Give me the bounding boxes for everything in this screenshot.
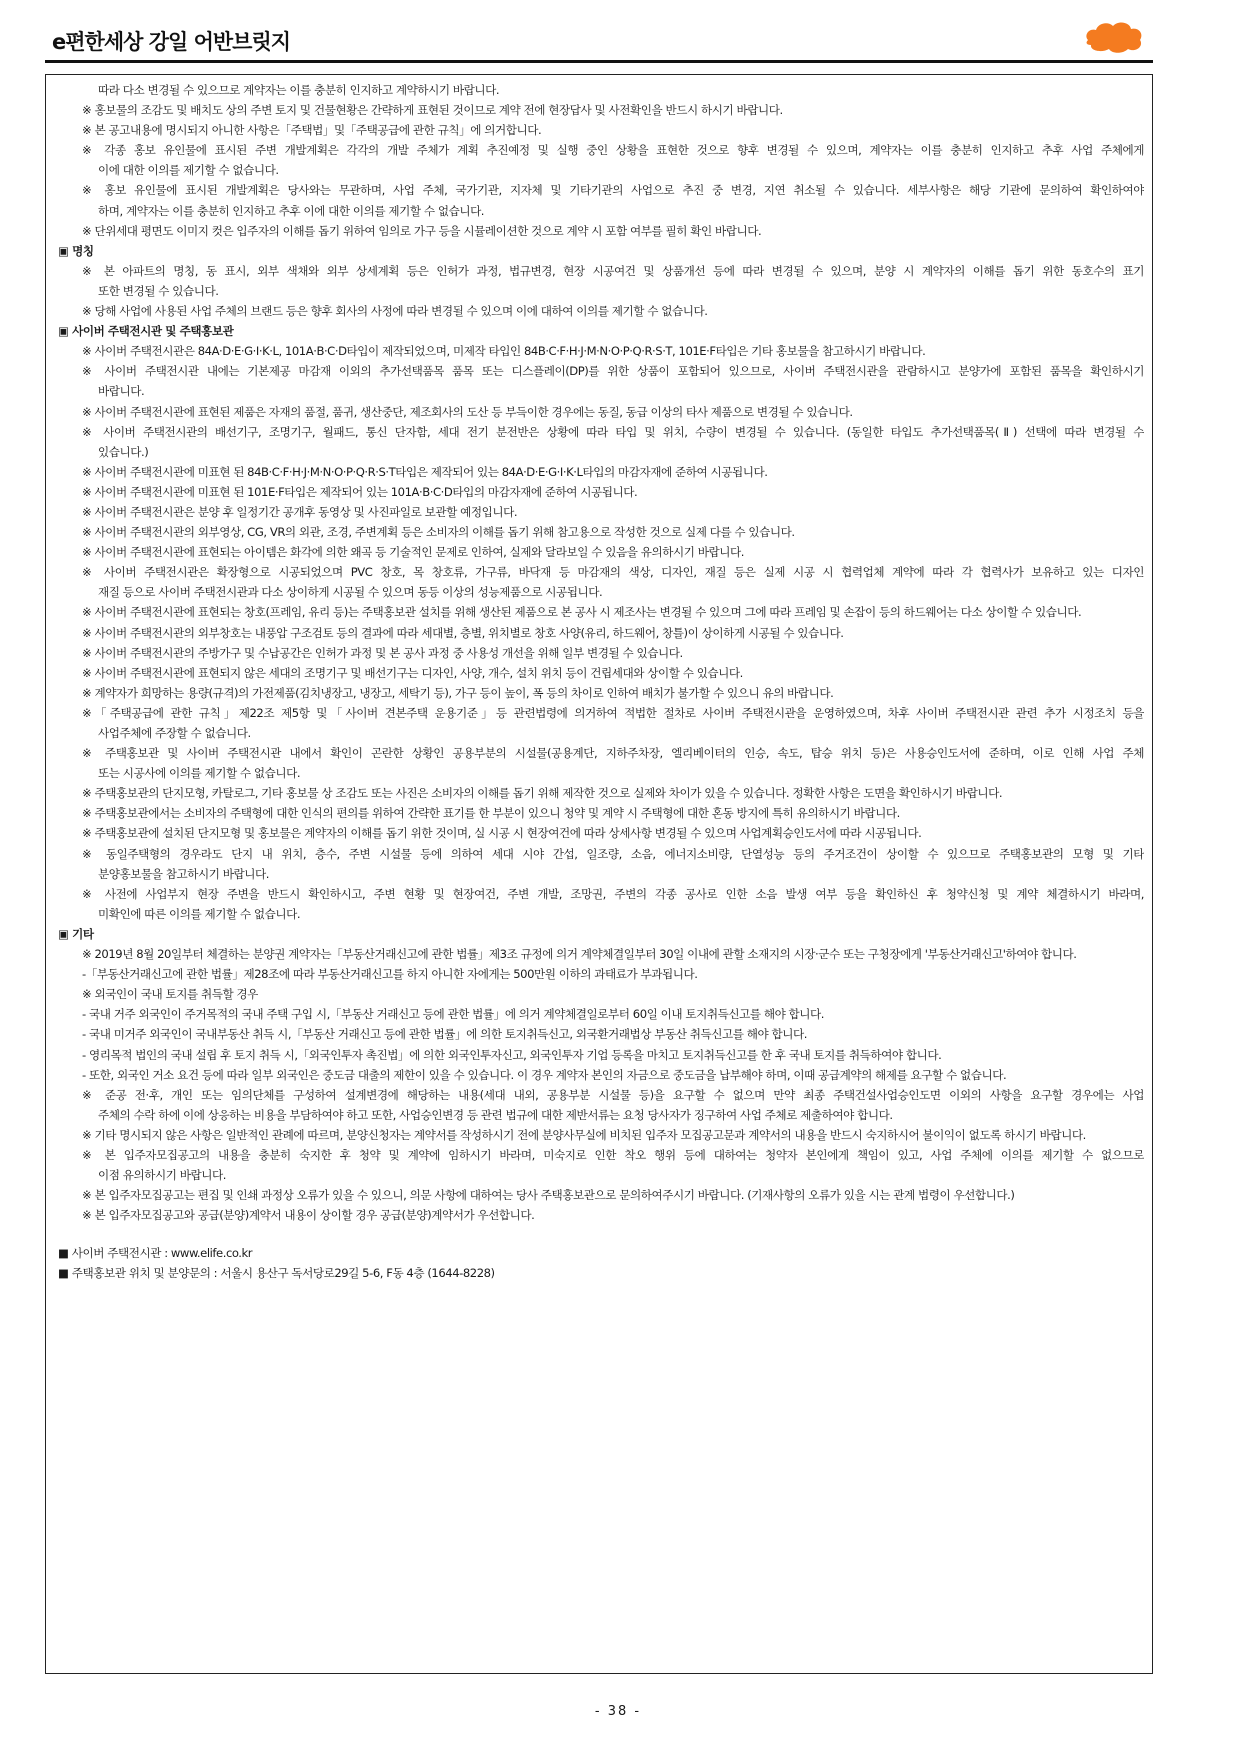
section-heading: ▣ 기타 [58,926,94,941]
notice-line: ※ 사전에 사업부지 현장 주변을 반드시 확인하시고, 주변 현황 및 현장여건, 주변 개발, 조망권, 주변의 각종 공사로 인한 소음 발생 여부 등을 확인하신 후 청약신청 및 계약 체결하시기 바라며, [82,886,1144,901]
notice-line: - 국내 거주 외국인이 주거목적의 국내 주택 구입 시,「부동산 거래신고 등에 관한 법률」에 의거 계약체결일로부터 60일 이내 토지취득신고를 해야 합니다. [82,1007,825,1022]
notice-line: 주체의 수락 하에 이에 상응하는 비용을 부담하여야 하고 또한, 사업승인변경 등 관련 법규에 대한 제반서류는 요청 당사자가 징구하여 사업 주체로 제출하여야 합니다. [98,1107,893,1122]
notice-line: ※ 사이버 주택전시관에 미표현 된 101E·F타입은 제작되어 있는 101A·B·C·D타입의 마감자재에 준하여 시공됩니다. [82,484,638,499]
notice-line: ※ 2019년 8월 20일부터 체결하는 분양권 계약자는「부동산거래신고에 관한 법률」제3조 규정에 의거 계약체결일부터 30일 이내에 관할 소재지의 시장·군수 또는 구청장에게 '부동산거래신고'하여야 합니다. [82,947,1077,962]
notice-line: ※ 사이버 주택전시관 내에는 기본제공 마감재 이외의 추가선택품목 품목 또는 디스플레이(DP)를 위한 상품이 포함되어 있으므로, 사이버 주택전시관을 관람하시고 분양가에 포함된 품목을 확인하시기 [82,364,1144,379]
notice-line: ※「주택공급에 관한 규칙」제22조 제5항 및「사이버 견본주택 운용기준」등 관련법령에 의거하여 적법한 절차로 사이버 주택전시관을 운영하였으며, 차후 사이버 주택전시관 관련 추가 시정조치 등을 [82,705,1144,720]
notice-line: 하며, 계약자는 이를 충분히 인지하고 추후 이에 대한 이의를 제기할 수 없습니다. [98,203,485,218]
notice-line: ※ 사이버 주택전시관의 외부창호는 내풍압 구조검토 등의 결과에 따라 세대별, 층별, 위치별로 창호 사양(유리, 하드웨어, 창틀)이 상이하게 시공될 수 있습니다. [82,625,844,640]
notice-line: ※ 사이버 주택전시관의 배선기구, 조명기구, 월패드, 통신 단자함, 세대 전기 분전반은 상황에 따라 타입 및 위치, 수량이 변경될 수 있습니다. (동일한 타입도 추가선택품목(Ⅱ) 선택에 따라 변경될 수 [82,424,1144,439]
notice-line: ※ 계약자가 희망하는 용량(규격)의 가전제품(김치냉장고, 냉장고, 세탁기 등), 가구 등이 높이, 폭 등의 차이로 인하여 배치가 불가할 수 있으니 유의 바랍니다. [82,685,834,700]
notice-line: ※ 사이버 주택전시관에 표현되는 창호(프레임, 유리 등)는 주택홍보관 설치를 위해 생산된 제품으로 본 공사 시 제조사는 변경될 수 있으며 그에 따라 프레임 및 손잡이 등의 하드웨어는 다소 상이할 수 있습니다. [82,605,1082,620]
notice-line: ※ 동일주택형의 경우라도 단지 내 위치, 층수, 주변 시설물 등에 의하여 세대 시야 간섭, 일조량, 소음, 에너지소비량, 단열성능 등의 주거조건이 상이할 수 있으므로 주택홍보관의 모형 및 기타 [82,846,1144,861]
notice-line: 이에 대한 이의를 제기할 수 없습니다. [98,163,279,178]
notice-line: ※ 본 공고내용에 명시되지 아니한 사항은「주택법」및「주택공급에 관한 규칙」에 의거합니다. [82,123,542,138]
notice-line: ※ 본 입주자모집공고의 내용을 충분히 숙지한 후 청약 및 계약에 임하시기 바라며, 미숙지로 인한 착오 행위 등에 대하여는 청약자 본인에게 책임이 있고, 사업 주체에 이의를 제기할 수 없으므로 [82,1147,1144,1162]
notice-line: ※ 기타 명시되지 않은 사항은 일반적인 관례에 따르며, 분양신청자는 계약서를 작성하시기 전에 분양사무실에 비치된 입주자 모집공고문과 계약서의 내용을 반드시 숙지하시어 불이익이 없도록 하시기 바랍니다. [82,1127,1086,1142]
notice-content [58,80,1144,1284]
contact-info-line: ■ 주택홍보관 위치 및 분양문의 : 서울시 용산구 독서당로29길 5-6, F동 4층 (1644-8228) [58,1266,495,1281]
notice-line: 분양홍보물을 참고하시기 바랍니다. [98,866,269,881]
notice-line: ※ 준공 전·후, 개인 또는 임의단체를 구성하여 설계변경에 해당하는 내용(세대 내외, 공용부분 시설물 등)을 요구할 수 없으며 만약 최종 주택건설사업승인도면 이외의 사항을 요구할 경우에는 사업 [82,1087,1144,1102]
notice-line: ※ 사이버 주택전시관에 표현되는 아이템은 화각에 의한 왜곡 등 기술적인 문제로 인하여, 실제와 달라보일 수 있음을 유의하시기 바랍니다. [82,545,744,560]
notice-line: -「부동산거래신고에 관한 법률」제28조에 따라 부동산거래신고를 하지 아니한 자에게는 500만원 이하의 과태료가 부과됩니다. [82,967,698,982]
notice-line: 또는 시공사에 이의를 제기할 수 없습니다. [98,766,301,781]
section-heading: ▣ 사이버 주택전시관 및 주택홍보관 [58,324,234,339]
notice-line: ※ 주택홍보관의 단지모형, 카탈로그, 기타 홍보물 상 조감도 또는 사진은 소비자의 이해를 돕기 위해 제작한 것으로 실제와 차이가 있을 수 있습니다. 정확한 사항은 도면을 확인하시기 바랍니다. [82,786,1003,801]
notice-line: 바랍니다. [98,384,145,399]
notice-line: ※ 사이버 주택전시관에 미표현 된 84B·C·F·H·J·M·N·O·P·Q·R·S·T타입은 제작되어 있는 84A·D·E·G·I·K·L타입의 마감자재에 준하여 시공됩니다. [82,464,768,479]
notice-line: 따라 다소 변경될 수 있으므로 계약자는 이를 충분히 인지하고 계약하시기 바랍니다. [98,83,500,97]
notice-line: ※ 주택홍보관 및 사이버 주택전시관 내에서 확인이 곤란한 상황인 공용부분의 시설물(공용계단, 지하주차장, 엘리베이터의 인승, 속도, 탑승 위치 등)은 사용승인도서에 준하며, 이로 인해 사업 주체 [82,746,1144,761]
notice-line: ※ 사이버 주택전시관은 확장형으로 시공되었으며 PVC 창호, 목 창호류, 가구류, 바닥재 등 마감재의 색상, 디자인, 재질 등은 실제 시공 시 협력업체 계약에 따라 각 협력사가 보유하고 있는 디자인 [82,565,1144,580]
notice-line: ※ 각종 홍보 유인물에 표시된 주변 개발계획은 각각의 개발 주체가 계획 추진예정 및 실행 중인 상황을 표현한 것으로 향후 변경될 수 있으며, 계약자는 이를 충분히 인지하고 추후 사업 주체에게 [82,143,1144,158]
notice-line: ※ 외국인이 국내 토지를 취득할 경우 [82,987,258,1002]
spacer [58,1225,1144,1243]
notice-line: 또한 변경될 수 있습니다. [98,283,219,298]
notice-line: - 국내 미거주 외국인이 국내부동산 취득 시,「부동산 거래신고 등에 관한 법률」에 의한 토지취득신고, 외국환거래법상 부동산 취득신고를 해야 합니다. [82,1027,807,1042]
notice-line: ※ 본 아파트의 명칭, 동 표시, 외부 색채와 외부 상세계획 등은 인허가 과정, 법규변경, 현장 시공여건 및 상품개선 등에 따라 변경될 수 있으며, 분양 시 계약자의 이해를 돕기 위한 동호수의 표기 [82,263,1144,278]
notice-line: 재질 등으로 사이버 주택전시관과 다소 상이하게 시공될 수 있으며 동등 이상의 성능제품으로 시공됩니다. [98,585,603,600]
notice-line: ※ 사이버 주택전시관은 분양 후 일정기간 공개후 동영상 및 사진파일로 보관할 예정입니다. [82,504,518,519]
notice-line: ※ 사이버 주택전시관의 주방가구 및 수납공간은 인허가 과정 및 본 공사 과정 중 사용성 개선을 위해 일부 변경될 수 있습니다. [82,645,683,660]
page-number: - 38 - [594,1704,642,1719]
notice-line: 이점 유의하시기 바랍니다. [98,1168,226,1183]
notice-line: ※ 본 입주자모집공고는 편집 및 인쇄 과정상 오류가 있을 수 있으니, 의문 사항에 대하여는 당사 주택홍보관으로 문의하여주시기 바랍니다. (기재사항의 오류가 있을 시는 관계 법령이 우선합니다.) [82,1188,1015,1203]
notice-line: - 영리목적 법인의 국내 설립 후 토지 취득 시,「외국인투자 촉진법」에 의한 외국인투자신고, 외국인투자 기업 등록을 마치고 토지취득신고를 한 후 국내 토지를 취득하여야 합니다. [82,1047,942,1062]
header-divider [45,60,1153,63]
notice-line: 미확인에 따른 이의를 제기할 수 없습니다. [98,906,301,921]
notice-line: ※ 단위세대 평면도 이미지 컷은 입주자의 이해를 돕기 위하여 임의로 가구 등을 시뮬레이션한 것으로 계약 시 포함 여부를 필히 확인 바랍니다. [82,223,762,238]
notice-line: ※ 본 입주자모집공고와 공급(분양)계약서 내용이 상이할 경우 공급(분양)계약서가 우선합니다. [82,1208,535,1223]
notice-line: - 또한, 외국인 거소 요건 등에 따라 일부 외국인은 중도금 대출의 제한이 있을 수 있습니다. 이 경우 계약자 본인의 자금으로 중도금을 납부해야 하며, 이때 공급계약의 해제를 요구할 수 없습니다. [82,1067,1007,1082]
contact-info-line: ■ 사이버 주택전시관 : www.elife.co.kr [58,1246,253,1261]
notice-line: 있습니다.) [98,444,149,459]
notice-line: ※ 홍보 유인물에 표시된 개발계획은 당사와는 무관하며, 사업 주체, 국가기관, 지자체 및 기타기관의 사업으로 추진 중 변경, 지연 취소될 수 있습니다. 세부사항은 해당 기관에 문의하여 확인하여야 [82,183,1144,198]
notice-line: ※ 사이버 주택전시관은 84A·D·E·G·I·K·L, 101A·B·C·D타입이 제작되었으며, 미제작 타입인 84B·C·F·H·J·M·N·O·P·Q·R·S·T, 101E·F타입은 기타 홍보물을 참고하시기 바랍니다. [82,344,926,359]
page-title: e편한세상 강일 어반브릿지 [52,30,291,54]
notice-line: ※ 주택홍보관에 설치된 단지모형 및 홍보물은 계약자의 이해를 돕기 위한 것이며, 실 시공 시 현장여건에 따라 상세사항 변경될 수 있으며 사업계획승인도서에 따라 시공됩니다. [82,826,922,841]
notice-line: ※ 사이버 주택전시관의 외부영상, CG, VR의 외관, 조경, 주변계획 등은 소비자의 이해를 돕기 위해 참고용으로 작성한 것으로 실제 다를 수 있습니다. [82,525,795,540]
notice-line: ※ 당해 사업에 사용된 사업 주체의 브랜드 등은 향후 회사의 사정에 따라 변경될 수 있으며 이에 대하여 이의를 제기할 수 없습니다. [82,304,708,319]
notice-line: ※ 홍보물의 조감도 및 배치도 상의 주변 토지 및 건물현황은 간략하게 표현된 것이므로 계약 전에 현장답사 및 사전확인을 반드시 하시기 바랍니다. [82,103,783,118]
notice-line: ※ 사이버 주택전시관에 표현되지 않은 세대의 조명기구 및 배선기구는 디자인, 사양, 개수, 설치 위치 등이 건립세대와 상이할 수 있습니다. [82,665,743,680]
notice-line: ※ 사이버 주택전시관에 표현된 제품은 자재의 품절, 품귀, 생산중단, 제조회사의 도산 등 부득이한 경우에는 동질, 동급 이상의 타사 제품으로 변경될 수 있습니다. [82,404,853,419]
notice-line: ※ 주택홍보관에서는 소비자의 주택형에 대한 인식의 편의를 위하여 간략한 표기를 한 부분이 있으니 청약 및 계약 시 주택형에 대한 혼동 방지에 특히 유의하시기 바랍니다. [82,806,900,821]
notice-line: 사업주체에 주장할 수 없습니다. [98,726,251,740]
brand-logo-icon [1082,18,1144,56]
section-heading: ▣ 명칭 [58,243,94,258]
